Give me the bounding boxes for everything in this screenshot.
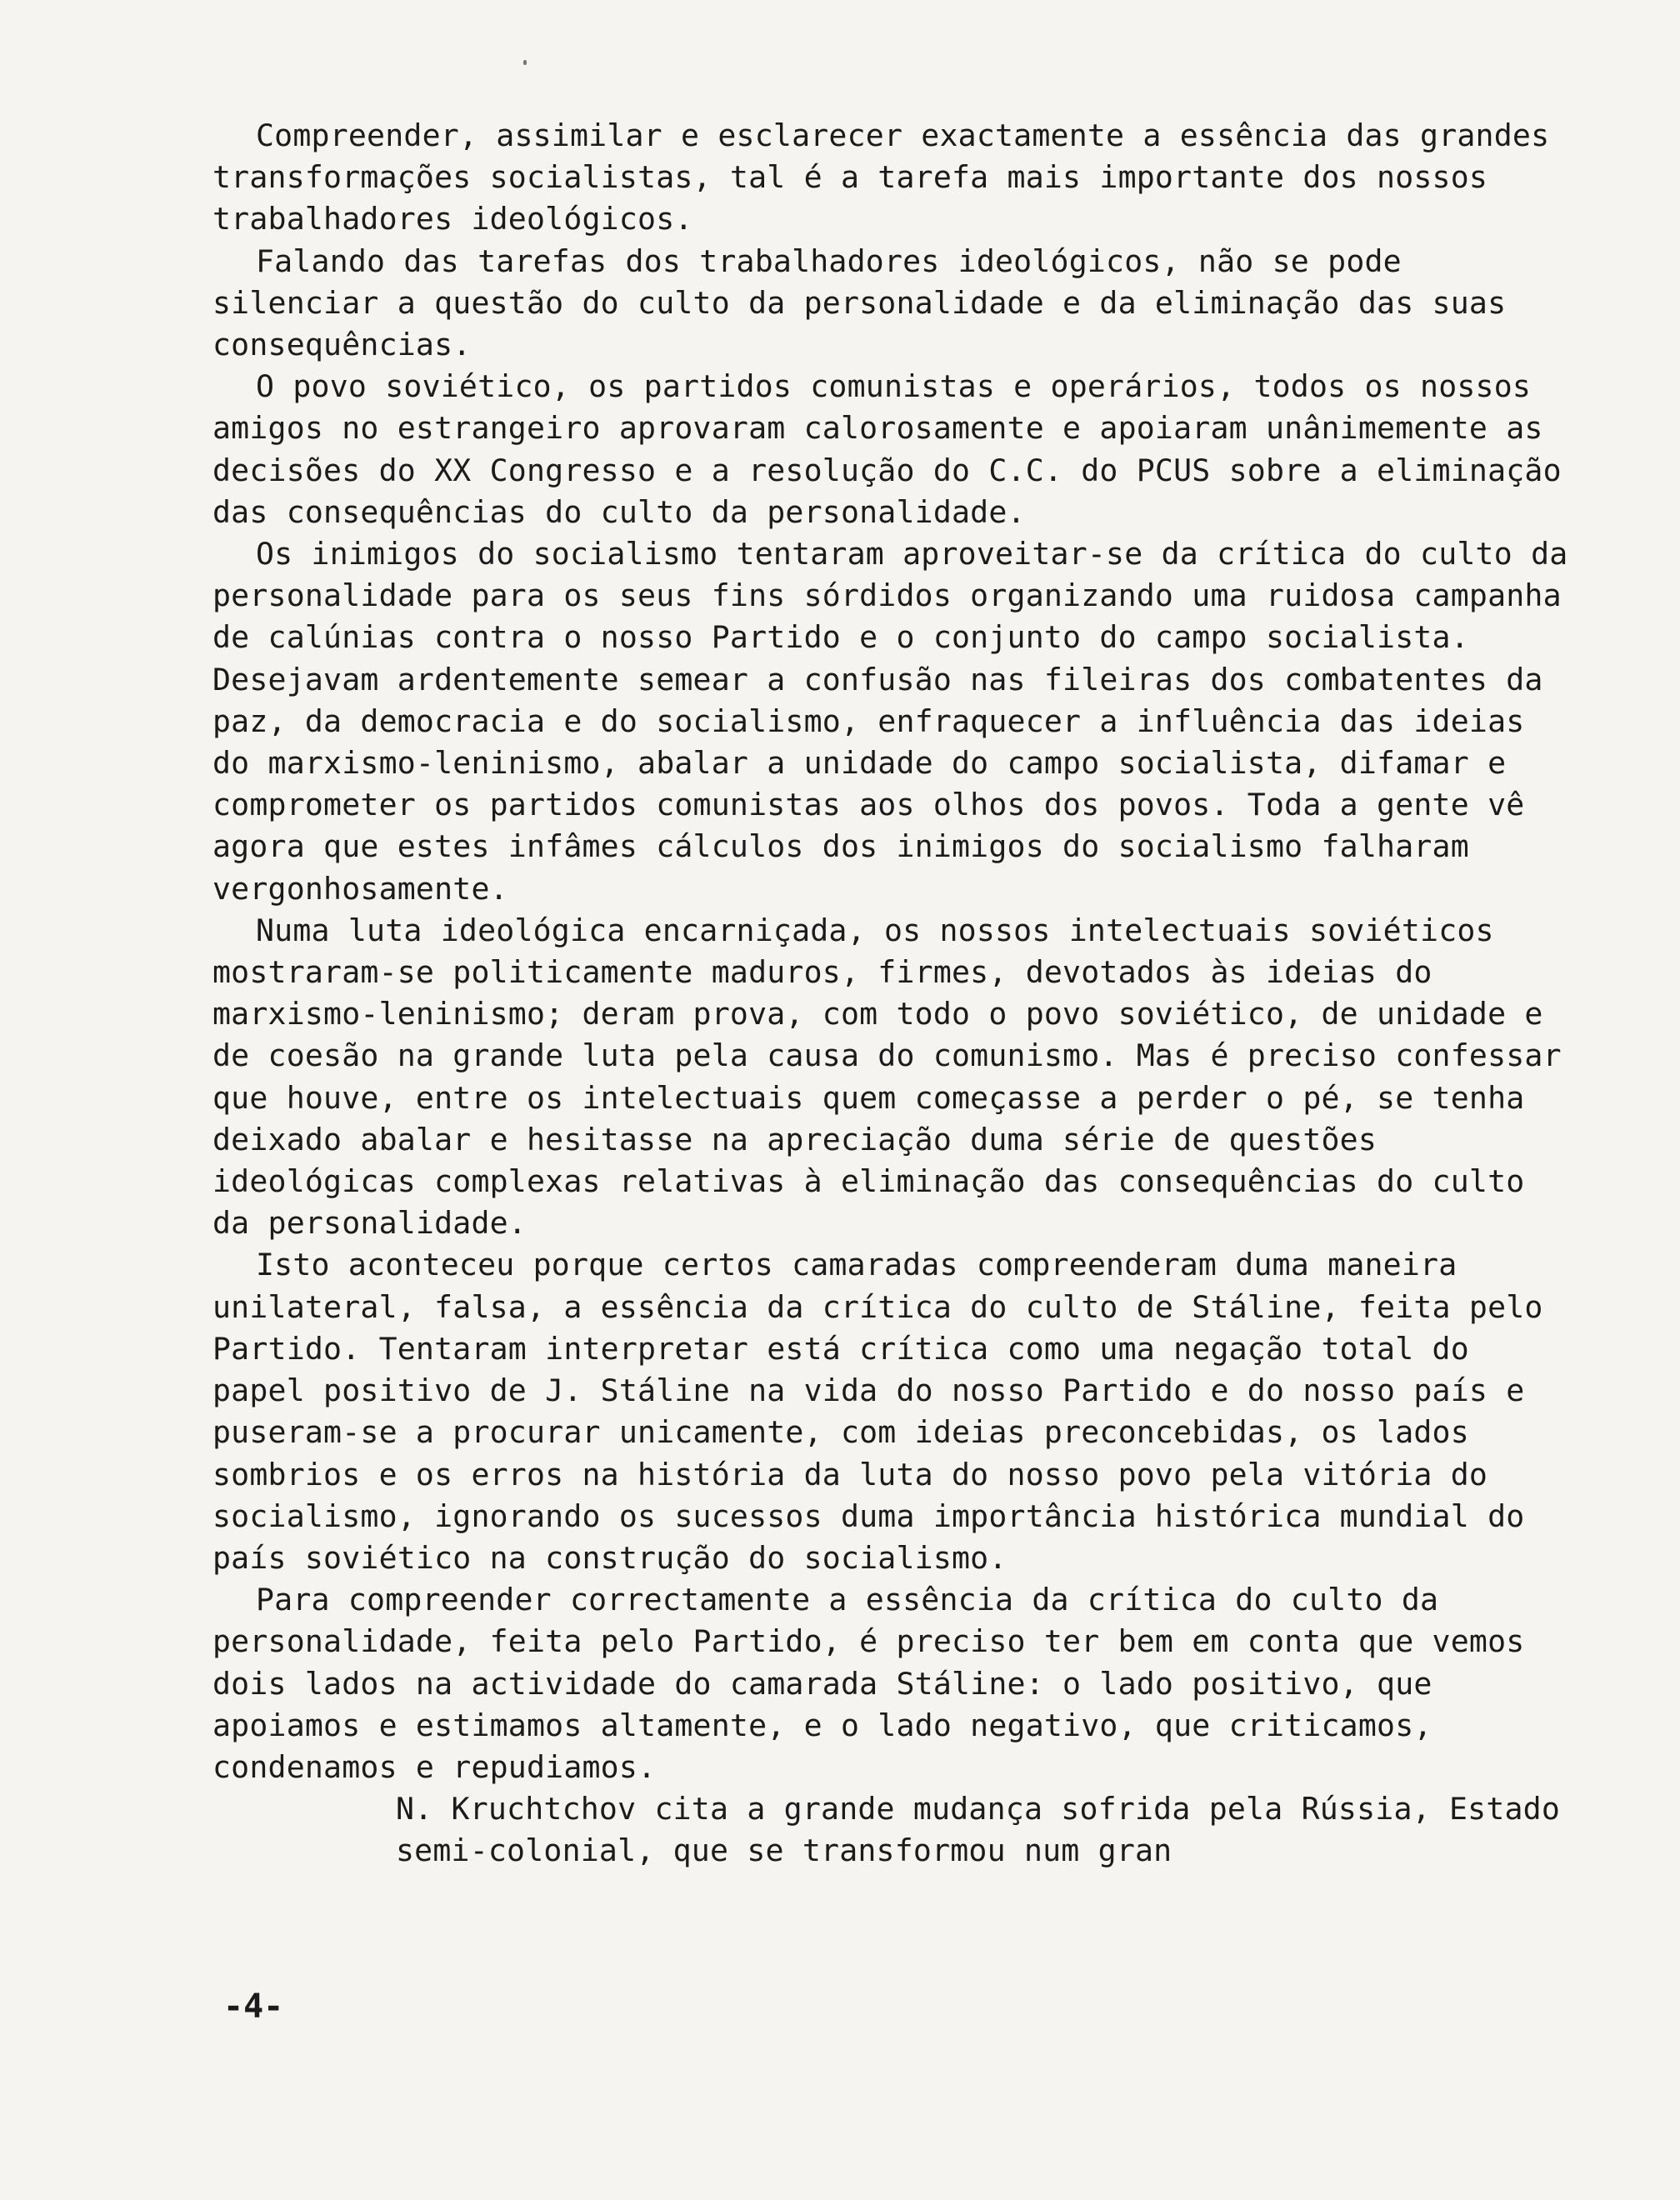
- paragraph: Os inimigos do socialismo tentaram aproveitar-se da crítica do culto da personalidade para os seus fins sórdidos organizando uma ruidosa campanha de calúnias contra o nosso Partido e o conjunto do campo socialista. Desejavam ardentemente semear a confusão nas fileiras dos combatentes da paz, da democracia e do socialismo, enfraquecer a influência das ideias do marxismo-leninismo, abalar a unidade do campo socialista, difamar e comprometer os partidos comunistas aos olhos dos povos. Toda a gente vê agora que estes infâmes cálculos dos inimigos do socialismo falharam vergonhosamente.: [212, 536, 1568, 907]
- paragraph: Compreender, assimilar e esclarecer exactamente a essência das grandes transformações socialistas, tal é a tarefa mais importante dos nossos trabalhadores ideológicos.: [212, 118, 1550, 238]
- paragraph: Isto aconteceu porque certos camaradas compreenderam duma maneira unilateral, falsa, a essência da crítica do culto de Stáline, feita pelo Partido. Tentaram interpretar está crítica como uma negação total do papel positivo de J. Stáline na vida do nosso Partido e do nosso país e puseram-se a procurar unicamente, com ideias preconcebidas, os lados sombrios e os erros na história da luta do nosso povo pela vitória do socialismo, ignorando os sucessos duma importância histórica mundial do país soviético na construção do socialismo.: [212, 1247, 1543, 1576]
- page-number: -4-: [223, 1988, 284, 2026]
- body-text: [212, 115, 1571, 1872]
- paragraph-continued: N. Kruchtchov cita a grande mudança sofrida pela Rússia, Estado semi-colonial, que se transformou num gran: [396, 1791, 1561, 1869]
- paragraph: Para compreender correctamente a essência da crítica do culto da personalidade, feita pelo Partido, é preciso ter bem em conta que vemos dois lados na actividade do camarada Stáline: o lado positivo, que apoiamos e estimamos altamente, e o lado negativo, que criticamos, condenamos e repudiamos.: [212, 1582, 1525, 1785]
- paragraph: Falando das tarefas dos trabalhadores ideológicos, não se pode silenciar a questão do culto da personalidade e da eliminação das suas consequências.: [212, 242, 1507, 363]
- paragraph: Numa luta ideológica encarniçada, os nossos intelectuais soviéticos mostraram-se politicamente maduros, firmes, devotados às ideias do marxismo-leninismo; deram prova, com todo o povo soviético, de unidade e de coesão na grande luta pela causa do comunismo. Mas é preciso confessar que houve, entre os intelectuais quem começasse a perder o pé, se tenha deixado abalar e hesitasse na apreciação duma série de questões ideológicas complexas relativas à eliminação das consequências do culto da personalidade.: [212, 912, 1562, 1242]
- paragraph: O povo soviético, os partidos comunistas e operários, todos os nossos amigos no estrangeiro aprovaram calorosamente e apoiaram unânimemente as decisões do XX Congresso e a resolução do C.C. do PCUS sobre a eliminação das consequências do culto da personalidade.: [212, 368, 1562, 530]
- paper-speck: [523, 60, 527, 65]
